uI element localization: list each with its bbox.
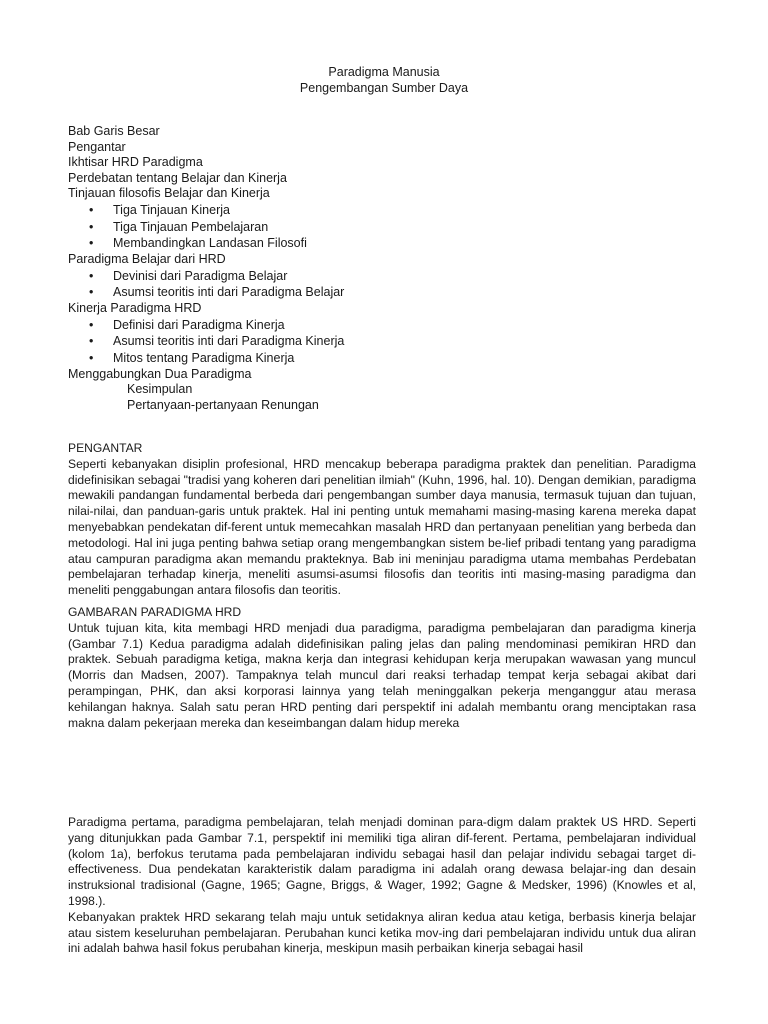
- outline-subitem-label: Membandingkan Landasan Filosofi: [113, 236, 307, 251]
- outline-heading: Bab Garis Besar: [68, 124, 160, 138]
- outline-subitem: [68, 202, 344, 219]
- section-gambaran: [68, 605, 696, 731]
- outline-subitem-label: Tiga Tinjauan Pembelajaran: [113, 219, 269, 234]
- outline-subitem-label: Devinisi dari Paradigma Belajar: [113, 268, 288, 283]
- bullet-icon: •: [89, 236, 94, 251]
- title-line-2: Pengembangan Sumber Daya: [299, 81, 469, 95]
- section-pengantar: [68, 441, 696, 599]
- outline-subitem: [68, 235, 344, 252]
- section-heading: PENGANTAR: [68, 441, 143, 455]
- outline-item-belajar: Paradigma Belajar dari HRD: [68, 252, 226, 267]
- section-paragraph: Kebanyakan praktek HRD sekarang telah maju untuk setidaknya aliran kedua atau ketiga, berbasis kinerja belajar atau sistem keseluruhan pembelajaran. Perubahan kunci ketika mov-ing dari pembelajaran individu untuk dua aliran ini adalah bahwa hasil fokus perubahan kinerja, meskipun masih perbaikan kinerja sebagai hasil: [68, 909, 696, 956]
- section-paragraph: Untuk tujuan kita, kita membagi HRD menjadi dua paradigma, paradigma pembelajaran dan paradigma kinerja (Gambar 7.1) Kedua paradigma adalah didefinisikan paling jelas dan paling mendominasi pemikiran HRD dan praktek. Sebuah paradigma ketiga, makna kerja dan integrasi kehidupan kerja merupakan wawasan yang muncul (Morris dan Madsen, 2007). Tampaknya telah muncul dari reaksi terhadap tempat kerja sebagai akibat dari perampingan, PHK, dan aksi korporasi lainnya yang telah meninggalkan pekerja menganggur atau merasa kehilangan haknya. Salah satu peran HRD penting dari perspektif ini adalah membantu orang menciptakan rasa makna dalam pekerjaan mereka dan keseimbangan dalam hidup mereka: [68, 620, 696, 730]
- outline-item-tinjauan: Tinjauan filosofis Belajar dan Kinerja: [68, 186, 270, 201]
- outline-item-pengantar: Pengantar: [68, 139, 126, 154]
- outline-subitem-label: Definisi dari Paradigma Kinerja: [113, 317, 285, 332]
- bullet-icon: •: [89, 219, 94, 234]
- bullet-icon: •: [89, 268, 94, 283]
- bullet-icon: •: [89, 202, 94, 217]
- section-paragraph: Seperti kebanyakan disiplin profesional, HRD mencakup beberapa paradigma praktek dan penelitian. Paradigma didefinisikan sebagai "tradisi yang koheren dari penelitian ilmiah" (Kuhn, 1996, hal. 10). Dengan demikian, paradigma mewakili pandangan fundamental berbeda dari pengembangan sumber daya manusia, termasuk tujuan dan tujuan, nilai-nilai, dan panduan-garis untuk praktek. Hal ini penting untuk memahami masing-masing karena mereka dapat menyebabkan pendekatan dif-ferent untuk memecahkan masalah HRD dan pertanyaan penelitian yang berbeda dan metodologi. Hal ini juga penting bahwa setiap orang mengembangkan sistem be-lief pribadi tentang yang paradigma atau campuran paradigma akan memandu prakteknya. Bab ini meninjau paradigma utama membahas Perdebatan pembelajaran terhadap kinerja, meneliti asumsi-asumsi filosofis dan teoritis inti masing-masing paradigma dan meneliti penggabungan antara filosofis dan teoritis.: [68, 456, 696, 598]
- outline-subitem: [68, 317, 344, 334]
- section-paradigma-pertama: [68, 815, 696, 957]
- outline-item-perdebatan: Perdebatan tentang Belajar dan Kinerja: [68, 170, 287, 185]
- title-line-1: Paradigma Manusia: [328, 65, 440, 79]
- section-heading: GAMBARAN PARADIGMA HRD: [68, 605, 242, 619]
- bullet-icon: •: [89, 351, 94, 366]
- outline-subitem: [68, 333, 344, 350]
- outline-item-kesimpulan: Kesimpulan: [127, 382, 193, 397]
- outline-subitem-label: Tiga Tinjauan Kinerja: [113, 202, 230, 217]
- outline-item-ikhtisar: Ikhtisar HRD Paradigma: [68, 155, 203, 170]
- outline-subitem: [68, 350, 344, 367]
- bullet-icon: •: [89, 285, 94, 300]
- bullet-icon: •: [89, 334, 94, 349]
- bullet-icon: •: [89, 317, 94, 332]
- outline-subitem: [68, 219, 344, 236]
- outline-subitem-label: Asumsi teoritis inti dari Paradigma Belajar: [113, 285, 345, 300]
- document-title: [0, 64, 768, 96]
- outline-item-kinerja: Kinerja Paradigma HRD: [68, 301, 202, 316]
- outline-subitem: [68, 284, 344, 301]
- outline-subitem-label: Mitos tentang Paradigma Kinerja: [113, 351, 295, 366]
- outline-subitem: [68, 268, 344, 285]
- section-paragraph: Paradigma pertama, paradigma pembelajaran, telah menjadi dominan para-digm dalam praktek US HRD. Seperti yang ditunjukkan pada Gambar 7.1, perspektif ini memiliki tiga aliran dif-ferent. Pertama, pembelajaran individual (kolom 1a), berfokus terutama pada pembelajaran individu sebagai hasil dan pelajar individu sebagai target di-effectiveness. Dua pendekatan karakteristik dalam paradigma ini adalah orang dewasa belajar-ing dan desain instruksional tradisional (Gagne, 1965; Gagne, Briggs, & Wager, 1992; Gagne & Medsker, 1996) (Knowles et al, 1998.).: [68, 815, 696, 908]
- outline-item-menggabungkan: Menggabungkan Dua Paradigma: [68, 366, 252, 381]
- outline-subitem-label: Asumsi teoritis inti dari Paradigma Kinerja: [113, 334, 345, 349]
- outline-item-renungan: Pertanyaan-pertanyaan Renungan: [127, 397, 319, 412]
- chapter-outline: [68, 124, 344, 414]
